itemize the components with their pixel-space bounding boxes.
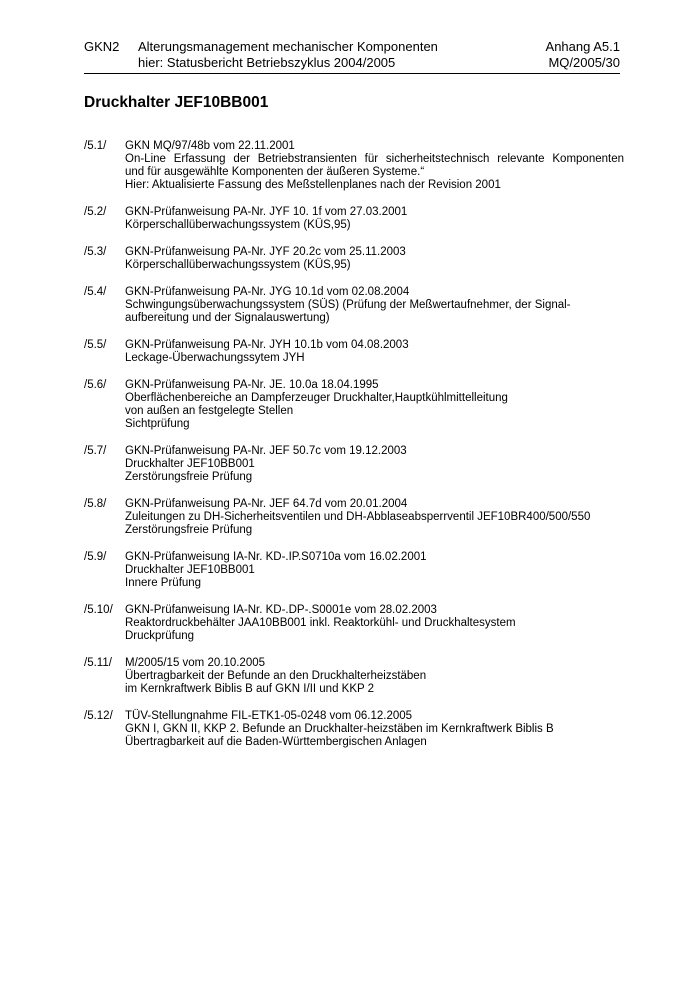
reference-number: /5.12/	[84, 710, 113, 722]
reference-detail-line: Oberflächenbereiche an Dampferzeuger Druckhalter,Hauptkühlmittelleitung	[125, 392, 508, 404]
reference-body	[125, 286, 624, 325]
reference-detail-line: Druckhalter JEF10BB001	[125, 564, 255, 576]
reference-body	[125, 551, 624, 590]
reference-detail-line: Übertragbarkeit der Befunde an den Druckhalterheizstäben	[125, 670, 427, 682]
reference-number: /5.1/	[84, 140, 107, 152]
reference-detail-line: Druckprüfung	[125, 630, 195, 642]
reference-detail-line: Übertragbarkeit auf die Baden-Württembergischen Anlagen	[125, 736, 427, 748]
reference-detail-line: Zerstörungsfreie Prüfung	[125, 524, 253, 536]
reference-item	[84, 657, 624, 696]
header-annex-label: Anhang A5.1	[545, 39, 620, 54]
reference-body	[125, 206, 624, 232]
reference-detail-line: Körperschallüberwachungssystem (KÜS,95)	[125, 259, 351, 271]
reference-number: /5.11/	[84, 657, 112, 669]
reference-detail-line: und für ausgewählte Komponenten der äußeren Systeme.“	[125, 166, 425, 178]
reference-number: /5.3/	[84, 246, 107, 258]
reference-detail-line: im Kernkraftwerk Biblis B auf GKN I/II und KKP 2	[125, 683, 375, 695]
header-plant-code	[84, 39, 119, 55]
reference-number: /5.6/	[84, 379, 107, 391]
reference-heading-line: GKN-Prüfanweisung PA-Nr. JYG 10.1d vom 02.08.2004	[125, 286, 410, 298]
reference-item	[84, 379, 624, 431]
reference-number: /5.2/	[84, 206, 107, 218]
section-title: Druckhalter JEF10BB001	[84, 94, 269, 111]
header-title-line1: Alterungsmanagement mechanischer Komponenten	[138, 39, 438, 54]
reference-heading-line: GKN MQ/97/48b vom 22.11.2001	[125, 140, 295, 152]
header-document-id	[546, 39, 620, 70]
reference-heading-line: GKN-Prüfanweisung PA-Nr. JEF 50.7c vom 19.12.2003	[125, 445, 407, 457]
reference-heading-line: TÜV-Stellungnahme FIL-ETK1-05-0248 vom 06.12.2005	[125, 710, 413, 722]
reference-heading-line: GKN-Prüfanweisung IA-Nr. KD-.IP.S0710a vom 16.02.2001	[125, 551, 427, 563]
reference-body	[125, 339, 624, 365]
reference-detail-line: Sichtprüfung	[125, 418, 190, 430]
reference-item	[84, 286, 624, 325]
reference-list	[84, 140, 624, 763]
reference-number: /5.8/	[84, 498, 107, 510]
reference-detail-line: Zuleitungen zu DH-Sicherheitsventilen und DH-Abblaseabsperrventil JEF10BR400/500/550	[125, 511, 591, 523]
reference-detail-line: Körperschallüberwachungssystem (KÜS,95)	[125, 219, 351, 231]
reference-detail-line: Innere Prüfung	[125, 577, 202, 589]
reference-detail-line: GKN I, GKN II, KKP 2. Befunde an Druckhalter-heizstäben im Kernkraftwerk Biblis B	[125, 723, 554, 735]
header-report-number: MQ/2005/30	[548, 54, 620, 70]
reference-detail-line: Reaktordruckbehälter JAA10BB001 inkl. Reaktorkühl- und Druckhaltesystem	[125, 617, 516, 629]
reference-body	[125, 379, 624, 431]
reference-body	[125, 246, 624, 272]
reference-item	[84, 710, 624, 749]
reference-item	[84, 604, 624, 643]
reference-detail-line: Hier: Aktualisierte Fassung des Meßstellenplanes nach der Revision 2001	[125, 179, 501, 191]
reference-body	[125, 445, 624, 484]
reference-heading-line: M/2005/15 vom 20.10.2005	[125, 657, 266, 669]
reference-detail-line: Zerstörungsfreie Prüfung	[125, 471, 253, 483]
reference-heading-line: GKN-Prüfanweisung IA-Nr. KD-.DP-.S0001e vom 28.02.2003	[125, 604, 437, 616]
reference-heading-line: GKN-Prüfanweisung PA-Nr. JYH 10.1b vom 04.08.2003	[125, 339, 409, 351]
reference-item	[84, 498, 624, 537]
reference-item	[84, 339, 624, 365]
reference-number: /5.9/	[84, 551, 107, 563]
reference-item	[84, 140, 624, 192]
reference-detail-line: Schwingungsüberwachungssystem (SÜS) (Prüfung der Meßwertaufnehmer, der Signal-	[125, 299, 571, 311]
reference-number: /5.5/	[84, 339, 107, 351]
reference-heading-line: GKN-Prüfanweisung PA-Nr. JYF 20.2c vom 25.11.2003	[125, 246, 406, 258]
reference-body	[125, 710, 624, 749]
reference-heading-line: GKN-Prüfanweisung PA-Nr. JE. 10.0a 18.04.1995	[125, 379, 379, 391]
reference-body	[125, 140, 624, 192]
reference-body	[125, 604, 624, 643]
reference-detail-line: On-Line Erfassung der Betriebstransienten für sicherheitstechnisch relevante Komponenten	[125, 153, 624, 165]
reference-detail-line: von außen an festgelegte Stellen	[125, 405, 294, 417]
header-title-line2: hier: Statusbericht Betriebszyklus 2004/2005	[138, 54, 396, 70]
reference-detail-line: aufbereitung und der Signalauswertung)	[125, 312, 330, 324]
reference-body	[125, 657, 624, 696]
reference-heading-line: GKN-Prüfanweisung PA-Nr. JYF 10. 1f vom 27.03.2001	[125, 206, 408, 218]
reference-item	[84, 551, 624, 590]
reference-number: /5.7/	[84, 445, 107, 457]
header-titles	[138, 39, 438, 70]
reference-item	[84, 445, 624, 484]
reference-item	[84, 206, 624, 232]
reference-body	[125, 498, 624, 537]
reference-number: /5.10/	[84, 604, 113, 616]
reference-detail-line: Druckhalter JEF10BB001	[125, 458, 255, 470]
reference-number: /5.4/	[84, 286, 107, 298]
reference-item	[84, 246, 624, 272]
reference-heading-line: GKN-Prüfanweisung PA-Nr. JEF 64.7d vom 20.01.2004	[125, 498, 408, 510]
reference-detail-line: Leckage-Überwachungssytem JYH	[125, 352, 305, 364]
page-header	[84, 39, 620, 74]
header-code-text: GKN2	[84, 39, 120, 54]
